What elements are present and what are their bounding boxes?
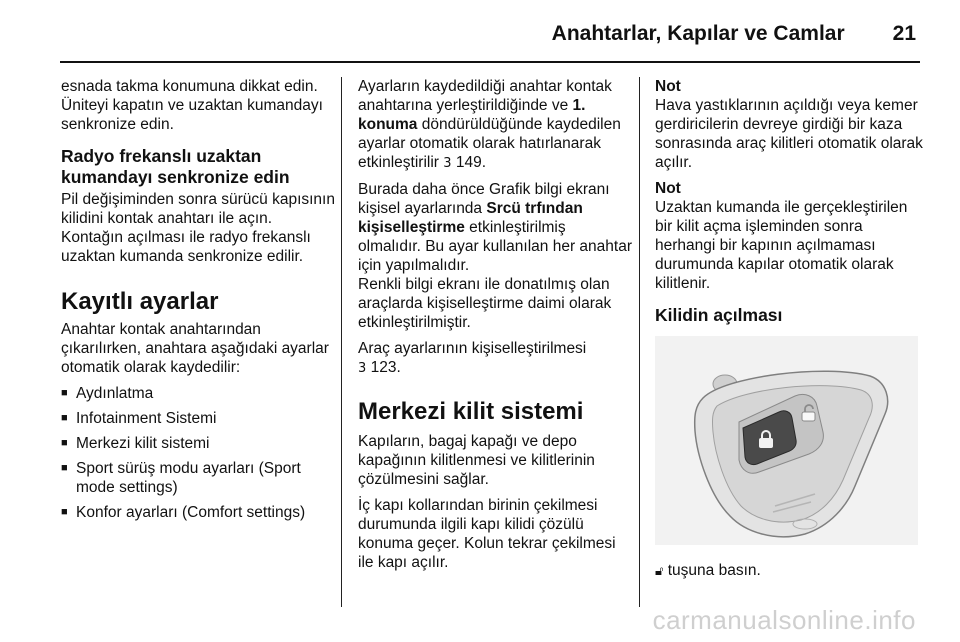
list-item: ■ Merkezi kilit sistemi (61, 434, 336, 453)
radio-sync-heading: Radyo frekanslı uzaktan kumandayı senkronize edin (61, 146, 290, 187)
menu-item-label: Srcü trfından kişiselleştirme (358, 200, 583, 236)
page-ref-icon: 3 (443, 156, 452, 171)
radio-sync-paragraph: Pil değişiminden sonra sürücü kapısının kilidini kontak anahtarı ile açın. Kontağın açılması ile radyo frekanslı uzaktan kumanda senkronize edilir. (61, 191, 335, 265)
column-right (655, 77, 925, 588)
column-divider (341, 77, 342, 607)
list-item: ■ Infotainment Sistemi (61, 409, 336, 428)
note-label: Not (655, 180, 681, 197)
door-handle-paragraph: İç kapı kollarından birinin çekilmesi durumunda ilgili kapı kilidi çözülü konuma geçer. Kolun tekrar çekilmesi ile kapı açılır. (358, 497, 616, 571)
note-label: Not (655, 78, 681, 95)
saved-settings-list (61, 384, 336, 522)
note-text: Uzaktan kumanda ile gerçekleştirilen bir kilit açma işleminden sonra herhangi bir kapının açılmaması durumunda kapılar otomatik olarak kilitlenir. (655, 199, 908, 292)
list-item: ■ Aydınlatma (61, 384, 336, 403)
page-ref-icon: 3 (358, 361, 367, 376)
list-item: ■ Sport sürüş modu ayarları (Sport mode settings) (61, 459, 336, 497)
unlock-instruction: 🔓︎ tuşuna basın. (655, 562, 761, 579)
saved-keys-paragraph: Ayarların kaydedildiği anahtar kontak anahtarına yerleştirildiğinde ve 1. konuma döndürüldüğünde kaydedilen ayarlar otomatik olarak hatırlanarak etkinleştirilir 3 149. (358, 78, 621, 171)
vehicle-personalization-paragraph: Araç ayarlarının kişiselleştirilmesi 3 123. (358, 340, 587, 376)
saved-settings-paragraph: Anahtar kontak anahtarından çıkarılırken, anahtara aşağıdaki ayarlar otomatik olarak kaydedilir: (61, 321, 329, 376)
page-header (60, 14, 916, 54)
header-rule (60, 61, 920, 63)
personalization-paragraph: Burada daha önce Grafik bilgi ekranı kişisel ayarlarında Srcü trfından kişiselleştirme etkinleştirilmiş olmalıdır. Bu ayar kullanılan her anahtar için yapılmalıdır. Renkli bilgi ekranı ile donatılmış olan araçlarda kişiselleştirme daimi olarak etkinleştirilmiştir. (358, 181, 632, 331)
watermark: carmanualsonline.info (652, 605, 916, 635)
central-locking-heading: Merkezi kilit sistemi (358, 398, 584, 425)
remote-key-drawing (655, 336, 918, 545)
note-text: Hava yastıklarının açıldığı veya kemer gerdiricilerin devreye girdiği bir kaza sonrasında araç kilitleri otomatik olarak açılır. (655, 97, 923, 171)
chapter-title: Anahtarlar, Kapılar ve Camlar (551, 22, 845, 45)
column-divider (639, 77, 640, 607)
unlock-icon: 🔓︎ (655, 564, 664, 579)
page-ref[interactable]: 149. (451, 154, 487, 171)
column-left (61, 77, 336, 528)
saved-settings-heading: Kayıtlı ayarlar (61, 288, 219, 315)
ignition-position-label: 1. konuma (358, 97, 586, 133)
central-locking-paragraph: Kapıların, bagaj kapağı ve depo kapağının kilitlenmesi ve kilitlerinin çözülmesini sağlar. (358, 433, 595, 488)
unlocking-heading: Kilidin açılması (655, 305, 783, 325)
page-ref[interactable]: 123. (366, 359, 401, 376)
page-number: 21 (892, 22, 916, 45)
remote-key-illustration (655, 336, 918, 545)
intro-paragraph: esnada takma konumuna dikkat edin. Üniteyi kapatın ve uzaktan kumandayı senkronize edin. (61, 78, 323, 133)
column-middle (358, 77, 632, 579)
list-item: ■ Konfor ayarları (Comfort settings) (61, 503, 336, 522)
